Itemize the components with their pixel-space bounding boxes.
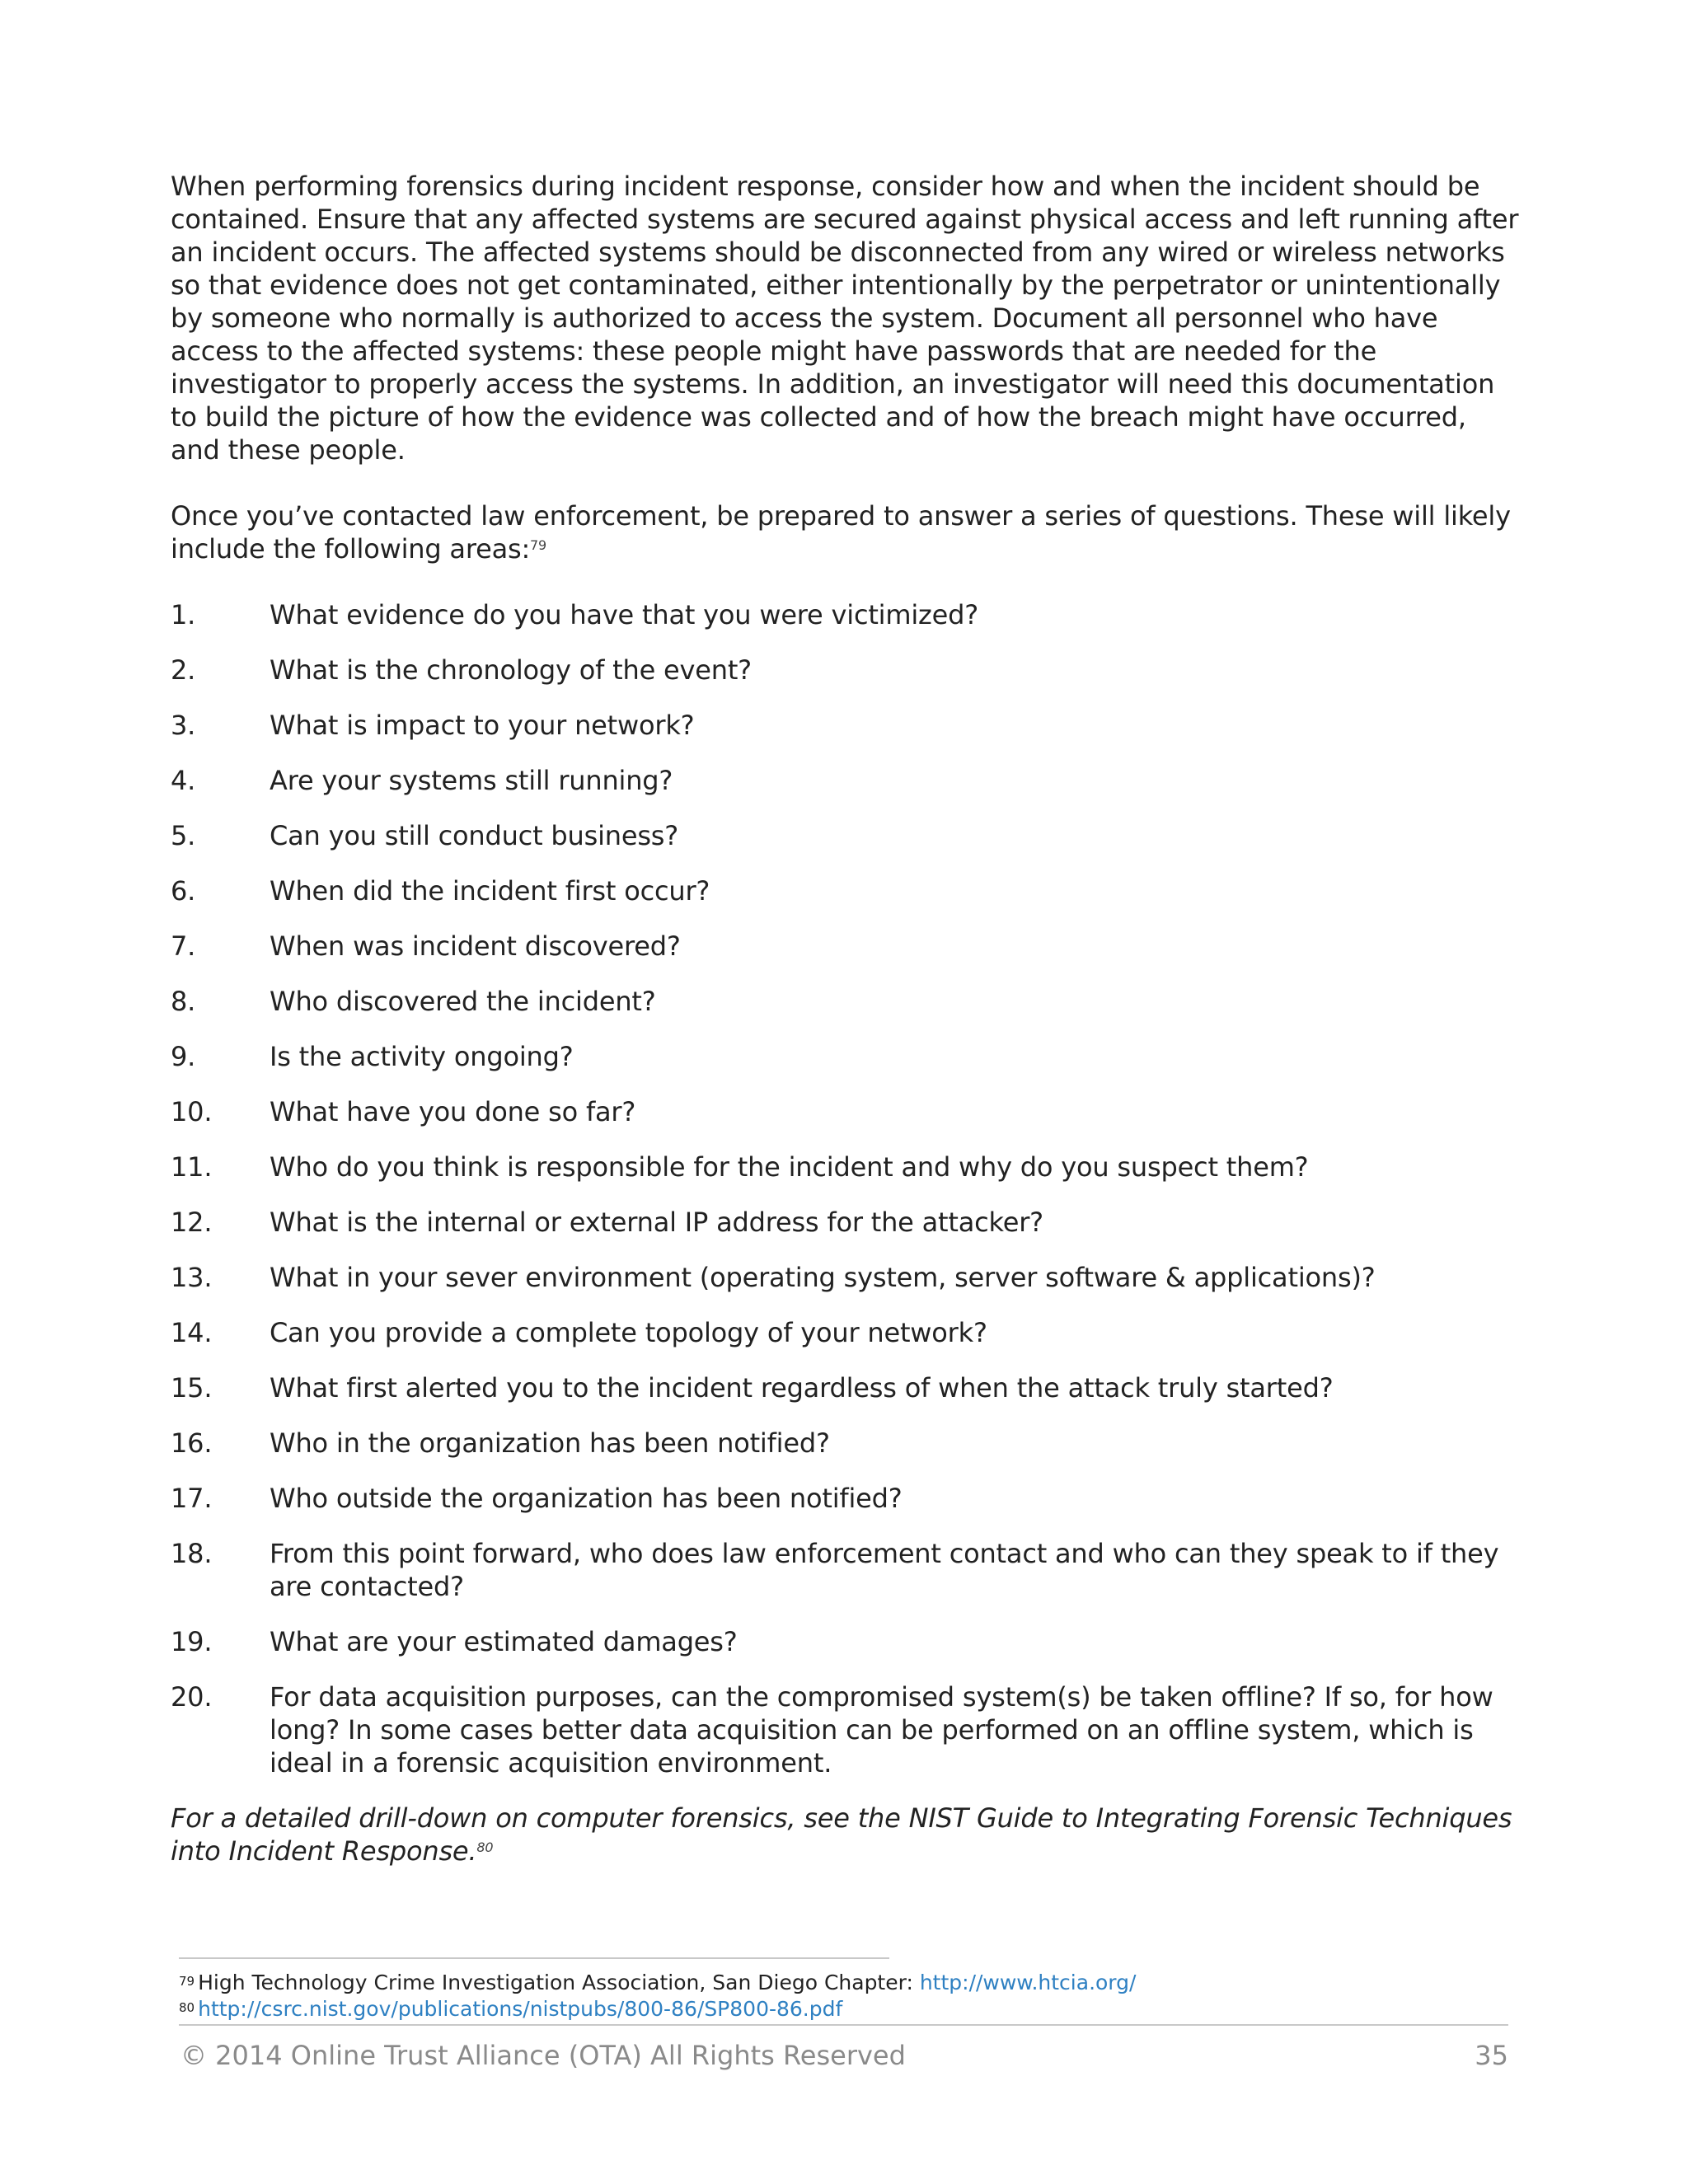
copyright-text: © 2014 Online Trust Alliance (OTA) All Rights Reserved: [181, 2040, 906, 2071]
question-item: [171, 654, 1522, 687]
question-item: [171, 819, 1522, 852]
question-text: When did the incident first occur?: [270, 875, 710, 907]
question-item: [171, 709, 1522, 742]
footer-divider: [179, 2024, 1508, 2026]
question-item: [171, 1482, 1522, 1515]
question-text: What is the chronology of the event?: [270, 654, 752, 686]
question-number: 15.: [171, 1372, 213, 1404]
intro-paragraph-text: When performing forensics during incident response, consider how and when the incident should be contained. Ensure that any affected systems are secured against physical access and left running after an incident occurs. The affected systems should be disconnected from any wired or wireless networks so that evidence does not get contaminated, either intentionally by the perpetrator or unintentionally by someone who normally is authorized to access the system. Document all personnel who have access to the affected systems: these people might have passwords that are needed for the investigator to properly access the systems. In addition, an investigator will need this documentation to build the picture of how the evidence was collected and of how the breach might have occurred, and these people.: [171, 171, 1519, 466]
question-number: 3.: [171, 710, 196, 741]
footnotes: [179, 1970, 1136, 2022]
question-number: 2.: [171, 654, 196, 686]
question-text: Who in the organization has been notified?: [270, 1427, 830, 1459]
question-item: [171, 1095, 1522, 1128]
question-item: [171, 1316, 1522, 1349]
question-number: 4.: [171, 765, 196, 796]
question-text: Is the activity ongoing?: [270, 1041, 574, 1072]
question-item: [171, 1680, 1522, 1779]
question-item: [171, 874, 1522, 907]
question-text: Who outside the organization has been notified?: [270, 1483, 903, 1514]
nist-reference-paragraph: [171, 1802, 1522, 1868]
question-item: [171, 1261, 1522, 1294]
question-number: 11.: [171, 1151, 213, 1183]
question-text: From this point forward, who does law enforcement contact and who can they speak to if they are contacted?: [270, 1538, 1499, 1602]
question-text: What have you done so far?: [270, 1096, 636, 1127]
question-text: Who do you think is responsible for the incident and why do you suspect them?: [270, 1151, 1309, 1183]
question-item: [171, 1040, 1522, 1073]
question-text: What first alerted you to the incident regardless of when the attack truly started?: [270, 1372, 1334, 1404]
question-item: [171, 1206, 1522, 1239]
question-number: 6.: [171, 875, 196, 907]
nist-sp800-86-link[interactable]: http://csrc.nist.gov/publications/nistpubs/800-86/SP800-86.pdf: [198, 1997, 843, 2021]
question-text: What are your estimated damages?: [270, 1626, 738, 1657]
question-item: [171, 598, 1522, 631]
question-item: [171, 1625, 1522, 1658]
law-enforcement-paragraph: [171, 499, 1522, 565]
nist-reference-text: For a detailed drill-down on computer forensics, see the NIST Guide to Integrating Forensic Techniques into Incident Response.: [171, 1802, 1512, 1867]
question-item: [171, 764, 1522, 797]
question-number: 1.: [171, 599, 196, 630]
footnote-79: [179, 1970, 1136, 1996]
question-number: 16.: [171, 1427, 213, 1459]
question-text: What evidence do you have that you were victimized?: [270, 599, 979, 630]
footnote-text: High Technology Crime Investigation Association, San Diego Chapter:: [198, 1971, 920, 1994]
question-text: What is impact to your network?: [270, 710, 695, 741]
question-number: 18.: [171, 1538, 213, 1569]
page-number: 35: [1475, 2040, 1508, 2071]
question-number: 19.: [171, 1626, 213, 1657]
question-number: 14.: [171, 1317, 213, 1348]
question-text: What in your sever environment (operating system, server software & applications)?: [270, 1262, 1376, 1293]
question-text: When was incident discovered?: [270, 930, 681, 962]
question-list: [171, 598, 1522, 1779]
question-number: 10.: [171, 1096, 213, 1127]
question-text: Can you still conduct business?: [270, 820, 679, 851]
htcia-link[interactable]: http://www.htcia.org/: [919, 1971, 1137, 1994]
page-content: [171, 170, 1522, 1868]
question-number: 12.: [171, 1207, 213, 1238]
question-item: [171, 985, 1522, 1018]
footnote-divider: [179, 1957, 889, 1959]
page-footer: [181, 2039, 1508, 2072]
question-number: 7.: [171, 930, 196, 962]
question-text: For data acquisition purposes, can the compromised system(s) be taken offline? If so, for how long? In some cases better data acquisition can be performed on an offline system, which is ideal in a forensic acquisition environment.: [270, 1681, 1493, 1779]
question-number: 9.: [171, 1041, 196, 1072]
question-number: 17.: [171, 1483, 213, 1514]
question-item: [171, 1371, 1522, 1404]
question-item: [171, 1537, 1522, 1603]
intro-paragraph: [171, 170, 1522, 466]
question-number: 13.: [171, 1262, 213, 1293]
question-text: What is the internal or external IP address for the attacker?: [270, 1207, 1043, 1238]
question-item: [171, 1427, 1522, 1460]
question-text: Who discovered the incident?: [270, 986, 656, 1017]
footnote-ref-79[interactable]: 79: [530, 537, 547, 553]
question-item: [171, 1151, 1522, 1183]
question-number: 8.: [171, 986, 196, 1017]
question-number: 5.: [171, 820, 196, 851]
footnote-80: [179, 1996, 1136, 2022]
question-item: [171, 930, 1522, 963]
footnote-ref-80[interactable]: 80: [476, 1840, 494, 1855]
footnote-mark: 79: [179, 1974, 195, 1989]
law-enforcement-paragraph-text: Once you’ve contacted law enforcement, be prepared to answer a series of questions. These will likely include the following areas:: [171, 500, 1511, 565]
question-number: 20.: [171, 1681, 213, 1713]
question-text: Are your systems still running?: [270, 765, 673, 796]
footnote-mark: 80: [179, 2000, 195, 2015]
question-text: Can you provide a complete topology of your network?: [270, 1317, 987, 1348]
